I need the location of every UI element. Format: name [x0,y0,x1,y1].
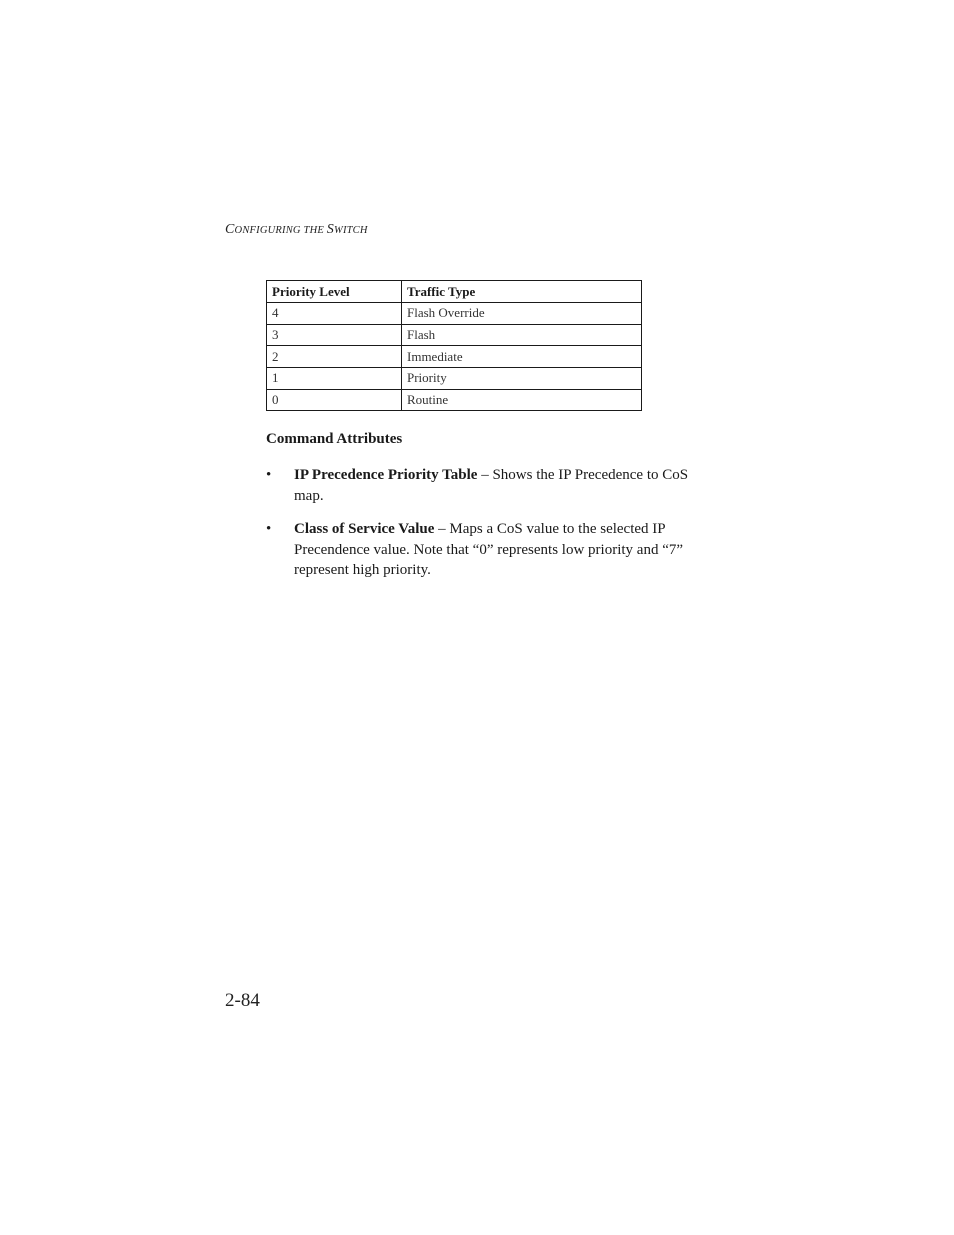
bullet-glyph: • [266,521,272,537]
column-header-traffic-type: Traffic Type [402,281,642,303]
cell-traffic-type: Flash Override [402,303,642,325]
running-header [225,222,368,238]
cell-priority-level: 3 [267,324,402,346]
table-row [267,303,642,325]
table-row [267,368,642,390]
cell-priority-level: 1 [267,368,402,390]
table-row [267,346,642,368]
section-heading: Command Attributes [266,431,403,447]
column-header-priority-level: Priority Level [267,281,402,303]
bullet-glyph: • [266,467,272,483]
attribute-term: Class of Service Value [294,521,435,537]
table-row [267,324,642,346]
running-header-cap-1: C [225,222,235,237]
cell-priority-level: 0 [267,389,402,411]
running-header-rest-1: ONFIGURING THE [234,225,327,236]
list-item [266,519,716,581]
list-item [266,465,716,506]
table-header-row [267,281,642,303]
cell-traffic-type: Routine [402,389,642,411]
attribute-list [266,465,716,594]
attribute-term: IP Precedence Priority Table [294,467,478,483]
attribute-description: – Maps a CoS value to the selected IP Precendence value. Note that “0” represents low priority and “7” represent high priority. [294,521,684,578]
table-row [267,389,642,411]
cell-priority-level: 4 [267,303,402,325]
running-header-cap-2: S [326,222,334,237]
priority-traffic-table [266,280,642,411]
page-number: 2-84 [225,990,260,1011]
cell-traffic-type: Immediate [402,346,642,368]
cell-traffic-type: Priority [402,368,642,390]
cell-priority-level: 2 [267,346,402,368]
cell-traffic-type: Flash [402,324,642,346]
attribute-description: – Shows the IP Precedence to CoS map. [294,467,689,504]
running-header-rest-2: WITCH [334,225,368,236]
